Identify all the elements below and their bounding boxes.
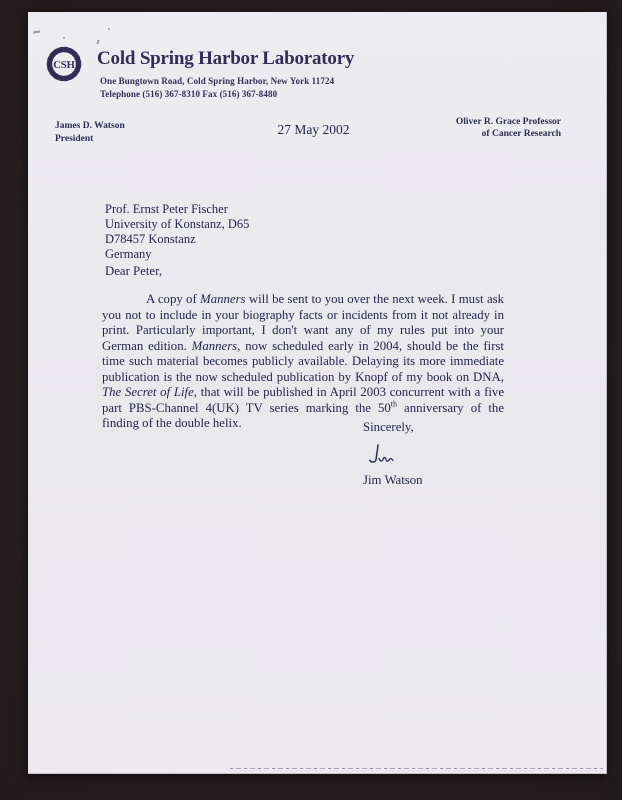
recipient-address [105,202,249,262]
valediction: Sincerely, [363,420,414,434]
signature-scribble [365,443,411,471]
scan-speck [108,28,110,30]
organization-name: Cold Spring Harbor Laboratory [97,48,355,69]
recipient-institution: University of Konstanz, D65 [105,217,250,231]
recipient-name: Prof. Ernst Peter Fischer [105,202,228,216]
scan-artifact-line [230,768,603,769]
letter-date: 27 May 2002 [277,122,350,137]
salutation: Dear Peter, [105,264,163,278]
recipient-city: D78457 Konstanz [105,232,196,246]
info-row [28,116,607,150]
scan-speck [33,31,40,33]
professorship-block [456,116,561,140]
closing-block [363,420,423,488]
letterhead-phone-line: Telephone (516) 367-8310 Fax (516) 367-8480 [100,89,278,99]
sender-name: James D. Watson [55,121,125,131]
professorship-line1: Oliver R. Grace Professor [455,117,561,127]
signature-name: Jim Watson [363,473,423,487]
recipient-country: Germany [105,247,152,261]
csh-logo-text: CSH [53,60,75,71]
scan-speck [63,37,65,39]
letter-body-paragraph: A copy of Manners will be sent to you over the next week. I must ask you not to include in your biography facts or incidents from it not already in print. Particularly important, I don't want any of my rules put into your German edition. Manners, now scheduled early in 2004, should be the first time such material becomes publicly available. Delaying its more immediate publication is the now scheduled publication by Knopf of my book on DNA, The Secret of Life, that will be published in April 2003 concurrent with a five part PBS-Channel 4(UK) TV series marking the 50th anniversary of the finding of the double helix. [102,292,504,430]
sender-title: President [55,133,94,144]
letterhead-address-line: One Bungtown Road, Cold Spring Harbor, New York 11724 [100,76,335,86]
professorship-line2: of Cancer Research [481,129,561,139]
scan-speck [97,40,100,44]
csh-logo-icon [45,45,83,83]
letter-paper [28,12,607,774]
